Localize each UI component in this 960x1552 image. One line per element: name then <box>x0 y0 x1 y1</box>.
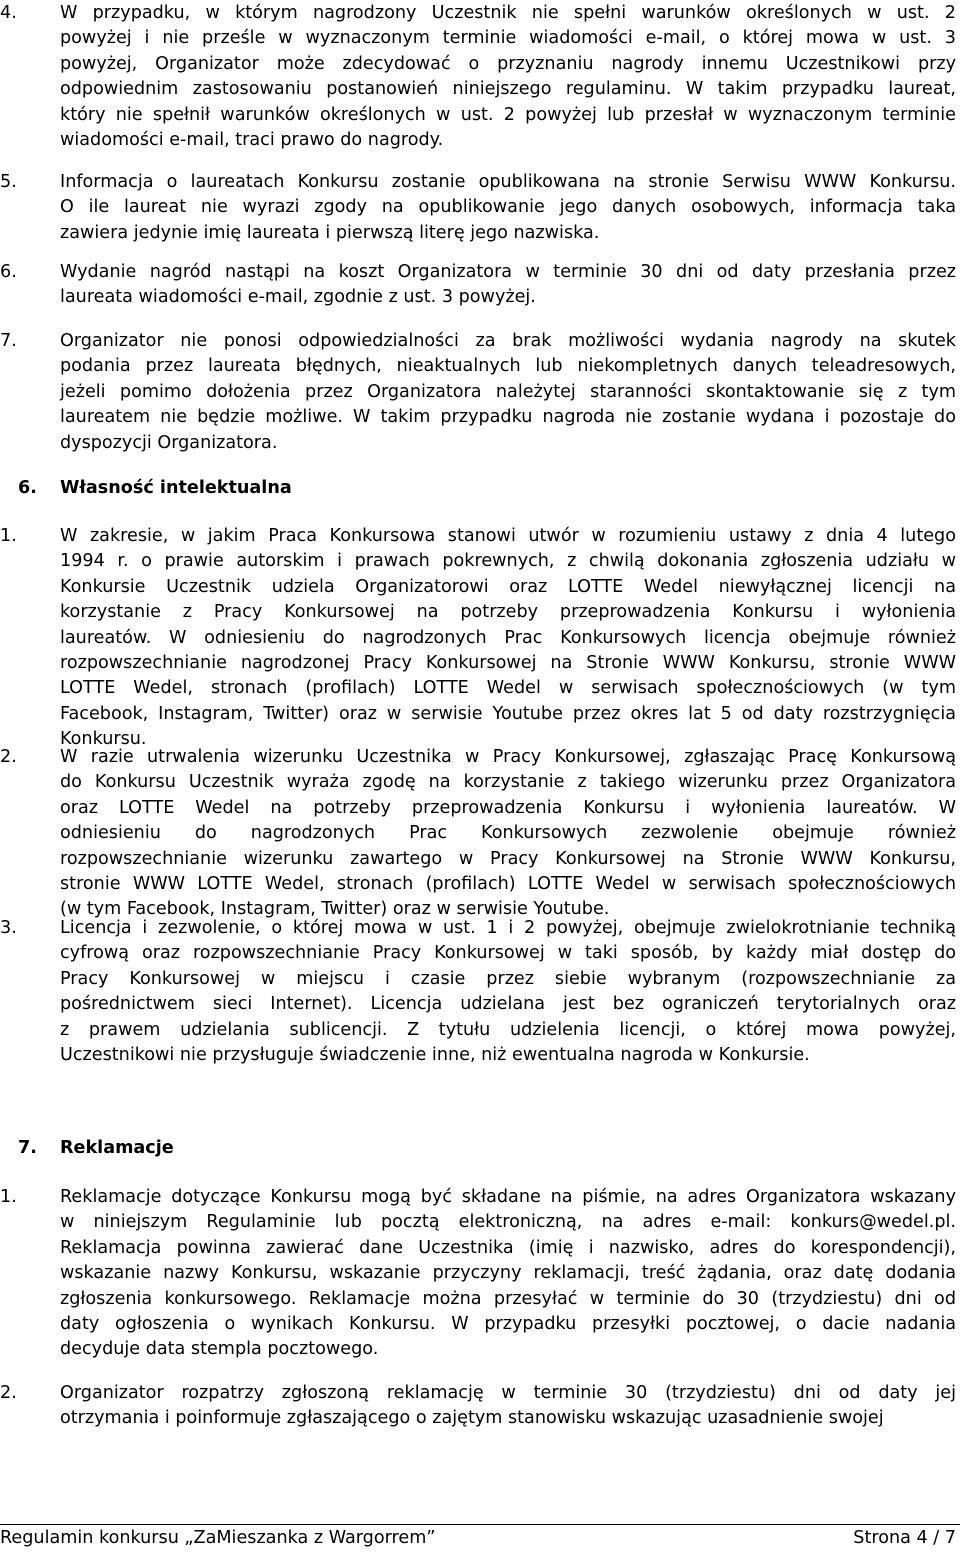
text-line: Licencja i zezwolenie, o której mowa w ust. 1 i 2 powyżej, obejmuje zwielokrotnianie techniką <box>60 918 956 938</box>
list-item-text <box>60 916 956 1068</box>
text-line: podania przez laureata błędnych, nieaktualnych lub niekompletnych danych teleadresowych, <box>60 356 956 377</box>
text-line: Organizator rozpatrzy zgłoszoną reklamację w terminie 30 (trzydziestu) dni od daty jej <box>60 1383 956 1403</box>
text-line: wiadomości e-mail, traci prawo do nagrody. <box>60 130 444 151</box>
text-line: oraz LOTTE Wedel na potrzeby przeprowadzenia Konkursu i wyłonienia laureatów. W <box>60 797 956 818</box>
text-line: laureatów. W odniesieniu do nagrodzonych Prac Konkursowych licencja obejmuje również <box>60 627 956 648</box>
list-item-text <box>60 1 956 153</box>
text-line: daty ogłoszenia o wynikach Konkursu. W przypadku przesyłki pocztowej, o dacie nadania <box>60 1314 956 1335</box>
list-item-text <box>60 1381 956 1432</box>
section-number: 7. <box>18 1138 37 1158</box>
text-line: Uczestnikowi nie przysługuje świadczenie inne, niż ewentualna nagroda w Konkursie. <box>60 1045 810 1066</box>
text-line: zawiera jedynie imię laureata i pierwszą literę jego nazwiska. <box>60 222 600 243</box>
text-line: jeżeli pomimo dołożenia przez Organizatora należytej staranności skontaktowanie się z tym <box>60 381 956 402</box>
list-item-number: 7. <box>0 331 17 351</box>
text-line: Facebook, Instagram, Twitter) oraz w serwisie Youtube przez okres lat 5 od daty rozstrzygnięcia <box>60 703 956 724</box>
text-line: W razie utrwalenia wizerunku Uczestnika w Pracy Konkursowej, zgłaszając Pracę Konkursową <box>60 747 956 767</box>
text-line: (w tym Facebook, Instagram, Twitter) oraz w serwisie Youtube. <box>60 899 610 920</box>
text-line: rozpowszechnianie nagrodzonej Pracy Konkursowej na Stronie WWW Konkursu, stronie WWW <box>60 653 956 674</box>
page-footer <box>0 1524 960 1552</box>
text-line: otrzymania i poinformuje zgłaszającego o zajętym stanowisku wskazując uzasadnienie swojej <box>60 1408 884 1429</box>
list-item-number: 3. <box>0 918 17 938</box>
text-line: 1994 r. o prawie autorskim i prawach pokrewnych, z chwilą dokonania zgłoszenia udziału w <box>60 551 956 572</box>
text-line: W zakresie, w jakim Praca Konkursowa stanowi utwór w rozumieniu ustawy z dnia 4 lutego <box>60 526 956 546</box>
list-item-number: 6. <box>0 262 17 282</box>
list-item-text <box>60 260 956 311</box>
list-item-text <box>60 329 956 456</box>
text-line: O ile laureat nie wyrazi zgody na opublikowanie jego danych osobowych, informacja taka <box>60 197 956 218</box>
list-item-number: 2. <box>0 747 17 767</box>
text-line: powyżej, Organizator może zdecydować o przyznaniu nagrody innemu Uczestnikowi przy <box>60 53 956 74</box>
list-item-number: 4. <box>0 3 17 23</box>
text-line: który nie spełnił warunków określonych w ust. 2 powyżej lub przesłał w wyznaczonym terminie <box>60 104 956 125</box>
section-title: Własność intelektualna <box>60 478 292 498</box>
list-item-number: 1. <box>0 1187 17 1207</box>
list-item-text <box>60 1185 956 1363</box>
text-line: stronie WWW LOTTE Wedel, stronach (profilach) LOTTE Wedel w serwisach społecznościowych <box>60 874 956 895</box>
text-line: odpowiednim zastosowaniu postanowień niniejszego regulaminu. W takim przypadku laureat, <box>60 79 956 100</box>
text-line: pośrednictwem sieci Internet). Licencja udzielana jest bez ograniczeń terytorialnych oraz <box>60 994 956 1015</box>
list-item-number: 2. <box>0 1383 17 1403</box>
text-line: powyżej i nie prześle w wyznaczonym terminie wiadomości e-mail, o której mowa w ust. 3 <box>60 28 956 49</box>
text-line: Reklamacja powinna zawierać dane Uczestnika (imię i nazwisko, adres do korespondencji), <box>60 1237 956 1258</box>
text-line: rozpowszechnianie wizerunku zawartego w Pracy Konkursowej na Stronie WWW Konkursu, <box>60 848 956 869</box>
text-line: zgłoszenia konkursowego. Reklamacje można przesyłać w terminie do 30 (trzydziestu) dni od <box>60 1288 956 1309</box>
list-item-text <box>60 170 956 246</box>
text-line: z prawem udzielania sublicencji. Z tytułu udzielenia licencji, o której mowa powyżej, <box>60 1019 956 1040</box>
text-line: LOTTE Wedel, stronach (profilach) LOTTE Wedel w serwisach społecznościowych (w tym <box>60 678 956 699</box>
text-line: wskazanie nazwy Konkursu, wskazanie przyczyny reklamacji, treść żądania, oraz datę dodania <box>60 1263 956 1284</box>
footer-document-title: Regulamin konkursu „ZaMieszanka z Wargorrem” <box>0 1528 436 1548</box>
list-item-number: 5. <box>0 172 17 192</box>
text-line: Organizator nie ponosi odpowiedzialności za brak możliwości wydania nagrody na skutek <box>60 331 956 351</box>
text-line: Informacja o laureatach Konkursu zostanie opublikowana na stronie Serwisu WWW Konkursu. <box>60 172 956 192</box>
section-title: Reklamacje <box>60 1138 174 1158</box>
text-line: dyspozycji Organizatora. <box>60 432 278 453</box>
text-line: laureata wiadomości e-mail, zgodnie z ust. 3 powyżej. <box>60 287 536 308</box>
footer-page-number: Strona 4 / 7 <box>853 1528 956 1548</box>
text-line: W przypadku, w którym nagrodzony Uczestnik nie spełni warunków określonych w ust. 2 <box>60 3 956 23</box>
section-number: 6. <box>18 478 37 498</box>
list-item-number: 1. <box>0 526 17 546</box>
text-line: Pracy Konkursowej w miejscu i czasie przez siebie wybranym (rozpowszechnianie za <box>60 968 956 989</box>
text-line: Wydanie nagród nastąpi na koszt Organizatora w terminie 30 dni od daty przesłania przez <box>60 262 956 282</box>
text-line: Konkursu. <box>60 729 147 750</box>
list-item-text <box>60 745 956 923</box>
text-line: w niniejszym Regulaminie lub pocztą elektroniczną, na adres e-mail: konkurs@wedel.pl. <box>60 1212 956 1233</box>
text-line: decyduje data stempla pocztowego. <box>60 1339 379 1360</box>
text-line: odniesieniu do nagrodzonych Prac Konkursowych zezwolenie obejmuje również <box>60 823 956 844</box>
list-item-text <box>60 524 956 753</box>
text-line: Konkursie Uczestnik udziela Organizatorowi oraz LOTTE Wedel niewyłącznej licencji na <box>60 576 956 597</box>
text-line: korzystanie z Pracy Konkursowej na potrzeby przeprowadzenia Konkursu i wyłonienia <box>60 602 956 623</box>
text-line: Reklamacje dotyczące Konkursu mogą być składane na piśmie, na adres Organizatora wskazany <box>60 1187 956 1207</box>
text-line: do Konkursu Uczestnik wyraża zgodę na korzystanie z takiego wizerunku przez Organizatora <box>60 772 956 793</box>
text-line: laureatem nie będzie możliwe. W takim przypadku nagroda nie zostanie wydana i pozostaje do <box>60 407 956 428</box>
text-line: cyfrową oraz rozpowszechnianie Pracy Konkursowej w taki sposób, by każdy miał dostęp do <box>60 943 956 964</box>
